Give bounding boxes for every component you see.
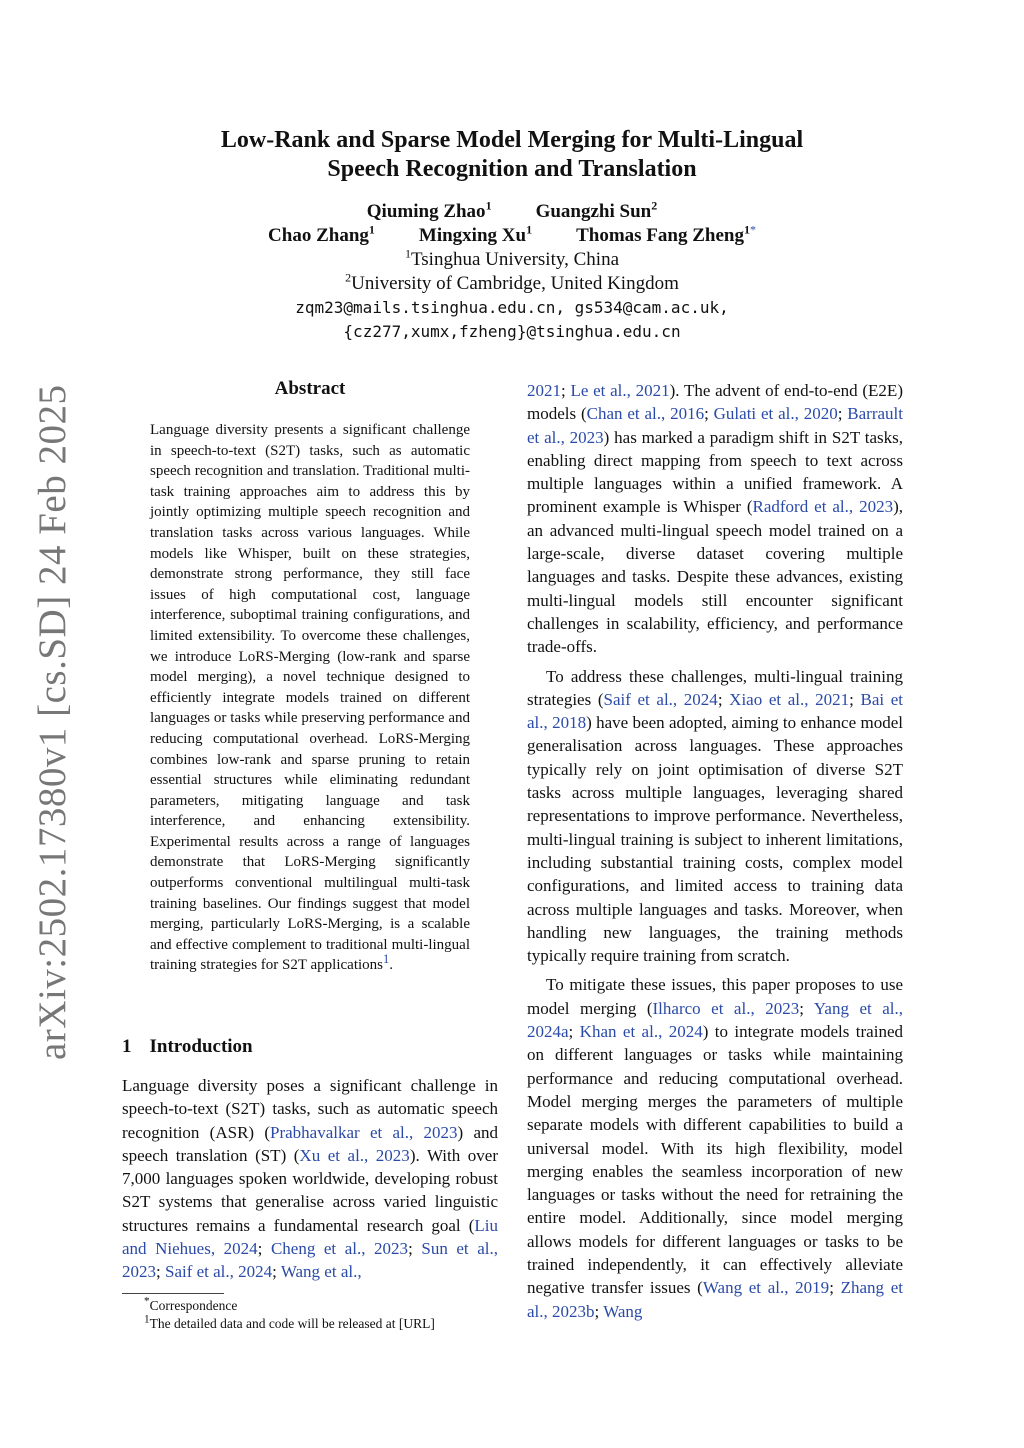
author-name: Thomas Fang Zheng$^{1*}$ — [576, 222, 756, 246]
footnote-divider — [122, 1293, 224, 1294]
author-block — [0, 200, 1024, 344]
abstract-heading: Abstract — [274, 378, 346, 399]
author-row-1 — [0, 200, 1024, 224]
author-name: Qiuming Zhao$^1$ — [366, 198, 492, 222]
citation-link[interactable]: Saif et al., 2024 — [603, 689, 718, 709]
citation-link[interactable]: Wang et al., 2019 — [702, 1278, 830, 1298]
citation-link[interactable]: Xiao et al., 2021 — [729, 689, 850, 709]
citation-link[interactable]: Yang et al., 2024a — [527, 998, 903, 1042]
author-name: Chao Zhang$^1$ — [268, 222, 375, 246]
citation-link[interactable]: Xu et al., 2023 — [299, 1145, 410, 1165]
citation-link[interactable]: Cheng et al., 2023 — [270, 1239, 409, 1259]
citation-link[interactable]: Zhang et al., 2023b — [527, 1278, 903, 1321]
intro-paragraph: 2021; Le et al., 2021). The advent of end-to-end (E2E) models (Chan et al., 2016; Gulati et al., 2020; Barrault et al., 2023) has marked a paradigm shift in S2T tasks, enabling direct mapping from speech to text across multiple languages within a unified framework. A prominent example is Whisper (Radford et al., 2023), an advanced multi-lingual speech model trained on a large-scale, diverse dataset covering multiple languages and tasks. Despite these advances, existing multi-lingual models still encounter significant challenges in scalability, efficiency, and performance trade-offs. — [527, 381, 904, 657]
abstract-body: Language diversity presents a significant challenge in speech-to-text (S2T) tasks, such as automatic speech recognition and translation. Traditional multi-task training approaches aim to address this by jointly optimizing multiple speech recognition and translation tasks across various languages. While models like Whisper, built on these strategies, demonstrate strong performance, they still face issues of high computational cost, language interference, suboptimal training configurations, and limited extensibility. To overcome these challenges, we introduce LoRS-Merging (low-rank and sparse model merging), a novel technique designed to efficiently integrate models trained on different languages or tasks while preserving performance and reducing computational overhead. LoRS-Merging combines low-rank and sparse pruning to retain essential structures while eliminating redundant parameters, mitigating language and task interference, and enhancing extensibility. Experimental results across a range of languages demonstrate that LoRS-Merging significantly outperforms conventional multilingual multi-task training baselines. Our findings suggest that model merging, particularly LoRS-Merging, is a scalable and effective complement to traditional multi-lingual training strategies for S2T applications$^1$. — [150, 422, 470, 974]
citation-link[interactable]: Wang — [603, 1301, 643, 1321]
footnote-item: $^1$The detailed data and code will be released at [URL] — [144, 1313, 435, 1331]
intro-paragraph: Language diversity poses a significant challenge in speech-to-text (S2T) tasks, such as automatic speech recognition (ASR) (Prabhavalkar et al., 2023) and speech translation (ST) (Xu et al., 2023). With over 7,000 languages spoken worldwide, developing robust S2T systems that generalise across varied linguistic structures remains a fundamental research goal (Liu and Niehues, 2024; Cheng et al., 2023; Sun et al., 2023; Saif et al., 2024; Wang et al., — [122, 1076, 499, 1282]
affiliation-2: $^2$University of Cambridge, United Kingdom — [345, 270, 679, 294]
footnote-item: *Correspondence — [144, 1295, 238, 1313]
intro-paragraph: To address these challenges, multi-lingual training strategies (Saif et al., 2024; Xiao et al., 2021; Bai et al., 2018) have been adopted, aiming to enhance model generalisation across languages. These approaches typically rely on joint optimisation of diverse S2T tasks across multiple languages, leveraging shared representations to improve performance. Nevertheless, multi-lingual training is subject to inherent limitations, including substantial training costs, complex model configurations, and limited access to training data across multiple languages and tasks. Moreover, when handling new languages, the training methods typically require training from scratch. — [527, 666, 904, 966]
citation-link[interactable]: 2021 — [527, 381, 561, 400]
citation-link[interactable]: Barrault et al., 2023 — [527, 404, 903, 447]
affiliation-1: $^1$Tsinghua University, China — [405, 246, 619, 270]
citation-link[interactable]: Saif et al., 2024 — [164, 1262, 273, 1282]
arxiv-identifier: arXiv:2502.17380v1 [cs.SD] 24 Feb 2025 — [31, 384, 74, 1060]
email-line-2: {cz277,xumx,fzheng}@tsinghua.edu.cn — [343, 322, 681, 341]
citation-link[interactable]: Chan et al., 2016 — [586, 404, 705, 424]
right-column — [527, 379, 903, 1323]
email-line-1: zqm23@mails.tsinghua.edu.cn, gs534@cam.ac.uk, — [295, 298, 729, 317]
intro-paragraph: To mitigate these issues, this paper proposes to use model merging (Ilharco et al., 2023; Yang et al., 2024a; Khan et al., 2024) to integrate models trained on different languages or tasks while maintaining performance and reducing computational overhead. Model merging merges the parameters of multiple separate models with different capabilities to build a universal model. With its high flexibility, model merging enables the seamless incorporation of new languages or tasks without the need for retraining the entire model. Additionally, since model merging allows models for different languages or tasks to be trained independently, it can effectively alleviate negative transfer issues (Wang et al., 2019; Zhang et al., 2023b; Wang — [527, 975, 903, 1321]
section-heading: 1 Introduction — [122, 1036, 253, 1057]
citation-link[interactable]: Bai et al., 2018 — [527, 689, 904, 733]
author-name: Guangzhi Sun$^2$ — [535, 198, 658, 222]
citation-link[interactable]: Gulati et al., 2020 — [713, 404, 838, 424]
citation-link[interactable]: Sun et al., 2023 — [122, 1239, 498, 1282]
citation-link[interactable]: Prabhavalkar et al., 2023 — [270, 1122, 458, 1142]
author-row-2 — [0, 224, 1024, 248]
citation-link[interactable]: Radford et al., 2023 — [752, 497, 894, 517]
citation-link[interactable]: Wang et al., — [280, 1262, 362, 1282]
citation-link[interactable]: Khan et al., 2024 — [579, 1022, 703, 1042]
title-line-1: Low-Rank and Sparse Model Merging for Multi-Lingual — [220, 127, 804, 153]
footnote-ref[interactable]: 1 — [383, 952, 390, 967]
title-line-2: Speech Recognition and Translation — [327, 156, 697, 182]
citation-link[interactable]: Le et al., 2021 — [570, 381, 670, 400]
citation-link[interactable]: Ilharco et al., 2023 — [652, 998, 800, 1018]
footnotes — [122, 1297, 498, 1333]
correspondence-mark[interactable]: * — [749, 222, 756, 237]
paper-title — [0, 126, 1024, 184]
citation-link[interactable]: Liu and Niehues, 2024 — [122, 1215, 498, 1259]
author-name: Mingxing Xu$^1$ — [418, 222, 533, 246]
